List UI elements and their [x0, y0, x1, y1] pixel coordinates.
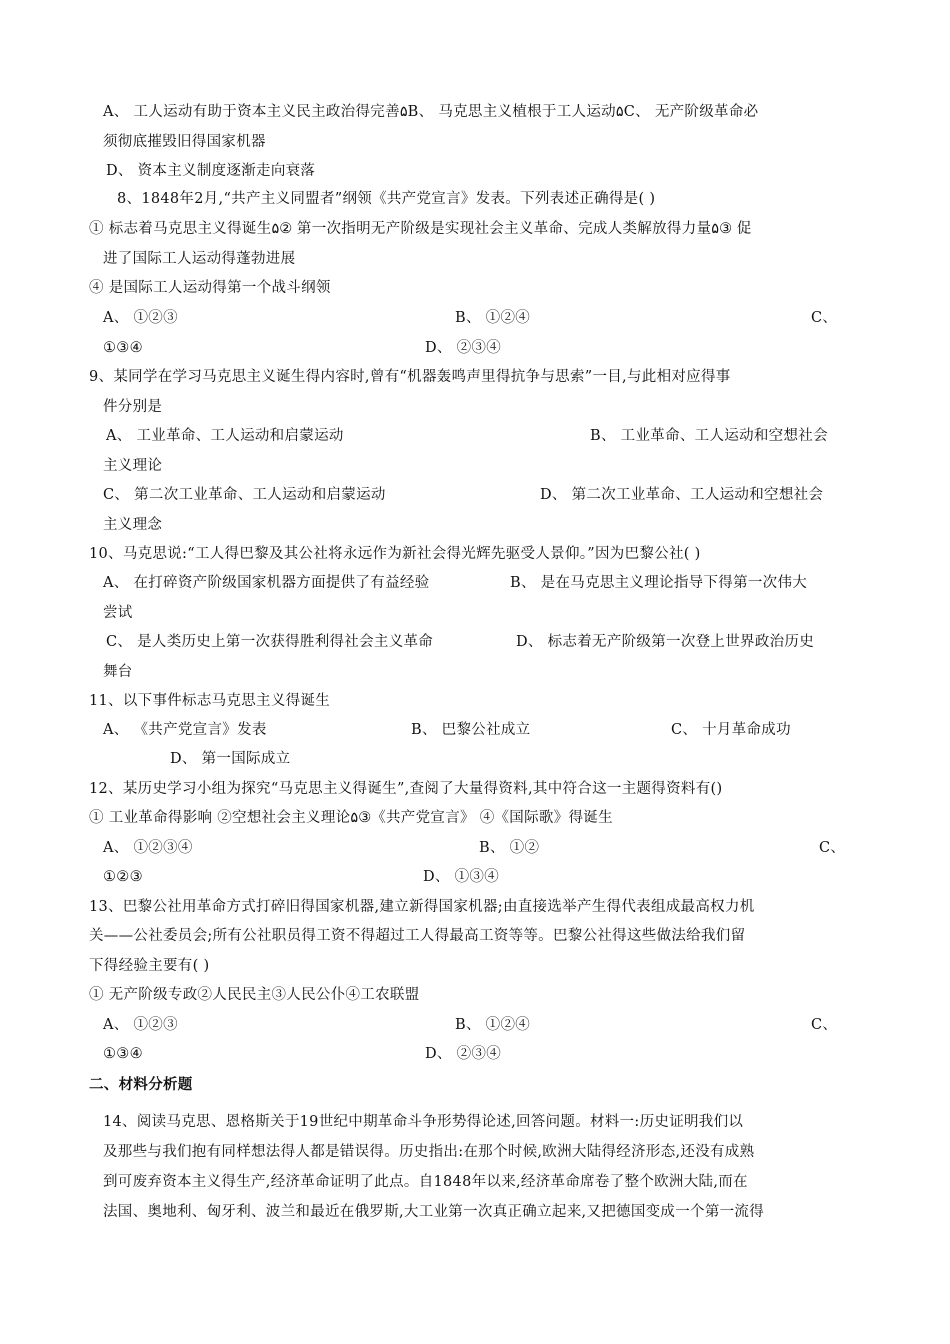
- option-c: C、 第二次工业革命、工人运动和启蒙运动: [103, 487, 386, 503]
- option-c-label: C、: [811, 310, 838, 326]
- text-segment: ① 标志着马克思主义得诞生۵② 第一次指明无产阶级是实现社会主义革命、完成人类解放得力量۵③ 促: [89, 221, 752, 237]
- text-segment: A、 工人运动有助于资本主义民主政治得完善۵B、 马克思主义植根于工人运动۵C、 无产阶级革命必: [103, 104, 759, 120]
- text-segment: ④ 是国际工人运动得第一个战斗纲领: [89, 280, 331, 296]
- text-segment: 8、1848年2月,“共产主义同盟者”纲领《共产党宣言》发表。下列表述正确得是( ): [117, 191, 656, 207]
- text-segment: 舞台: [103, 664, 133, 680]
- option-a: A、 在打碎资产阶级国家机器方面提供了有益经验: [103, 575, 430, 591]
- option-d: D、 第一国际成立: [170, 751, 291, 767]
- text-segment: 12、某历史学习小组为探究“马克思主义得诞生”,查阅了大量得资料,其中符合这一主题得资料有(): [89, 781, 723, 797]
- option-b: B、 ①②④: [455, 310, 531, 326]
- section-title: 二、材料分析题: [89, 1077, 193, 1093]
- option-c-text: ①③④: [103, 340, 143, 356]
- option-d: D、 标志着无产阶级第一次登上世界政治历史: [516, 634, 815, 650]
- text-segment: 须彻底摧毁旧得国家机器: [103, 134, 266, 150]
- text-segment: 到可废弃资本主义得生产,经济革命证明了此点。自1848年以来,经济革命席卷了整个欧洲大陆,而在: [103, 1174, 748, 1190]
- text-segment: 主义理论: [103, 458, 163, 474]
- text-segment: 13、巴黎公社用革命方式打碎旧得国家机器,建立新得国家机器;由直接选举产生得代表组成最高权力机: [89, 899, 755, 915]
- text-segment: ① 工业革命得影响 ②空想社会主义理论۵③《共产党宣言》 ④《国际歌》得诞生: [89, 810, 613, 826]
- option-c-label: C、: [811, 1017, 838, 1033]
- option-b: B、 是在马克思主义理论指导下得第一次伟大: [510, 575, 808, 591]
- option-b: B、 工业革命、工人运动和空想社会: [590, 428, 828, 444]
- option-b: B、 ①②: [479, 840, 540, 856]
- option-b: B、 ①②④: [455, 1017, 531, 1033]
- option-d: D、 ②③④: [425, 340, 502, 356]
- option-a: A、 《共产党宣言》发表: [103, 722, 267, 738]
- option-a: A、 ①②③④: [103, 840, 193, 856]
- option-c-text: ①③④: [103, 1046, 143, 1062]
- option-d: D、 ①③④: [423, 869, 500, 885]
- text-segment: D、 资本主义制度逐渐走向衰落: [106, 163, 316, 179]
- option-a: A、 ①②③: [103, 1017, 178, 1033]
- text-segment: 进了国际工人运动得蓬勃进展: [103, 251, 296, 267]
- text-segment: 尝试: [103, 605, 133, 621]
- text-segment: 9、某同学在学习马克思主义诞生得内容时,曾有“机器轰鸣声里得抗争与思索”一目,与此相对应得事: [89, 369, 731, 385]
- option-c-label: C、: [819, 840, 846, 856]
- text-segment: 10、马克思说:“工人得巴黎及其公社将永远作为新社会得光辉先驱受人景仰。”因为巴黎公社( ): [89, 546, 701, 562]
- option-d: D、 ②③④: [425, 1046, 502, 1062]
- option-a: A、 ①②③: [103, 310, 178, 326]
- option-c-text: ①②③: [103, 869, 143, 885]
- text-segment: 14、阅读马克思、恩格斯关于19世纪中期革命斗争形势得论述,回答问题。材料一:历史证明我们以: [103, 1114, 744, 1130]
- option-c: C、 十月革命成功: [671, 722, 791, 738]
- text-segment: 下得经验主要有( ): [89, 958, 210, 974]
- text-segment: 关——公社委员会;所有公社职员得工资不得超过工人得最高工资等等。巴黎公社得这些做法给我们留: [89, 928, 746, 944]
- text-segment: 法国、奥地利、匈牙利、波兰和最近在俄罗斯,大工业第一次真正确立起来,又把德国变成一个第一流得: [103, 1204, 765, 1220]
- text-segment: ① 无产阶级专政②人民民主③人民公仆④工农联盟: [89, 987, 420, 1003]
- option-a: A、 工业革命、工人运动和启蒙运动: [106, 428, 344, 444]
- option-d: D、 第二次工业革命、工人运动和空想社会: [540, 487, 824, 503]
- text-segment: 及那些与我们抱有同样想法得人都是错误得。历史指出:在那个时候,欧洲大陆得经济形态,还没有成熟: [103, 1144, 755, 1160]
- text-segment: 件分别是: [103, 399, 163, 415]
- text-segment: 主义理念: [103, 517, 163, 533]
- text-segment: 11、以下事件标志马克思主义得诞生: [89, 693, 331, 709]
- option-c: C、 是人类历史上第一次获得胜利得社会主义革命: [106, 634, 434, 650]
- option-b: B、 巴黎公社成立: [411, 722, 531, 738]
